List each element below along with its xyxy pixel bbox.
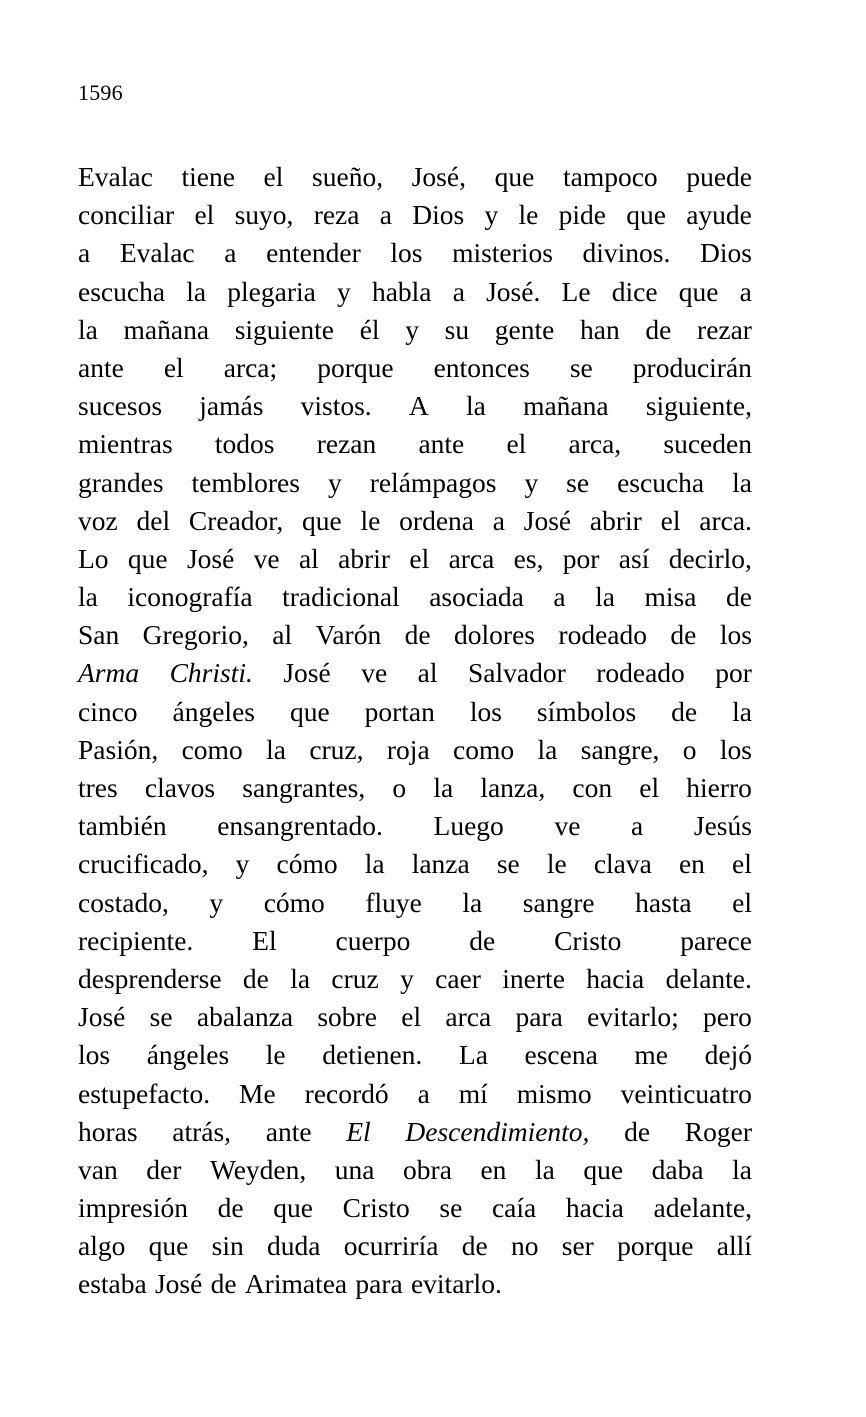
- text-line: [78, 349, 752, 387]
- text-word: José,: [411, 161, 466, 192]
- text-word: y: [327, 466, 342, 498]
- text-word: temblores: [191, 466, 300, 498]
- text-line: [78, 807, 752, 845]
- text-word: obra: [403, 1153, 452, 1185]
- text-word: ser: [561, 1230, 594, 1262]
- text-word: de: [670, 619, 697, 651]
- text-line: [78, 425, 752, 463]
- text-line: [78, 311, 752, 349]
- text-line: [78, 387, 752, 425]
- text-word: se: [149, 1001, 173, 1033]
- text-word: la: [595, 581, 615, 613]
- text-word: y: [235, 848, 250, 880]
- text-word: los: [78, 1039, 111, 1071]
- text-word: rezar: [697, 313, 752, 345]
- text-word: José: [154, 1268, 203, 1300]
- text-word: asociada: [429, 581, 524, 613]
- text-word: divinos.: [582, 237, 671, 269]
- text-word: suceden: [663, 428, 752, 460]
- text-word-italic: Christi.: [169, 657, 253, 689]
- text-word: así: [618, 542, 650, 574]
- text-word: la: [732, 1153, 752, 1185]
- text-word: que: [148, 1230, 189, 1262]
- text-word: costado,: [78, 886, 169, 918]
- text-word: entonces: [433, 351, 530, 383]
- text-word: y: [405, 313, 419, 345]
- text-line: [78, 464, 752, 502]
- text-word: de: [725, 581, 752, 613]
- text-word: portan: [364, 695, 435, 727]
- text-word: o: [392, 772, 407, 803]
- text-word: arca.: [699, 504, 752, 536]
- text-word: caía: [491, 1192, 537, 1224]
- text-word: cruz: [331, 962, 379, 994]
- text-word: una: [334, 1153, 375, 1185]
- text-word: Roger: [684, 1115, 752, 1147]
- text-line: [78, 234, 752, 272]
- page-number: 1596: [78, 80, 123, 105]
- text-word: él: [359, 313, 380, 345]
- text-word: Weyden,: [209, 1153, 307, 1185]
- text-word: José.: [486, 275, 541, 307]
- text-word: Evalac: [78, 161, 153, 192]
- text-word: Varón: [315, 619, 382, 651]
- text-word: tradicional: [282, 581, 400, 613]
- text-word: recipiente.: [78, 924, 194, 956]
- text-word: como: [453, 733, 515, 765]
- text-word: Pasión,: [78, 733, 159, 765]
- text-word: escena: [524, 1039, 598, 1071]
- text-word: caer: [435, 962, 481, 994]
- text-word: el: [409, 542, 430, 574]
- text-word: la: [266, 733, 286, 765]
- text-line: [78, 998, 752, 1036]
- text-line: [78, 769, 752, 807]
- text-word: arca: [445, 1001, 492, 1033]
- text-word: Lo: [78, 542, 109, 574]
- text-word: la: [186, 275, 207, 307]
- text-word: abrir: [589, 504, 642, 536]
- text-word: ante: [78, 351, 124, 383]
- text-word: A: [408, 390, 429, 422]
- text-line: [78, 1265, 752, 1303]
- text-word: El: [252, 924, 277, 956]
- text-word: rezan: [316, 428, 377, 460]
- text-word: ve: [253, 542, 280, 574]
- text-word: es,: [513, 542, 544, 574]
- text-line: [78, 1113, 752, 1151]
- text-word: le: [518, 199, 539, 231]
- text-word: de: [461, 1230, 488, 1262]
- text-word: al: [298, 542, 319, 574]
- text-word: a: [492, 504, 505, 536]
- text-word: veinticuatro: [620, 1077, 752, 1109]
- text-word: se: [569, 351, 593, 383]
- text-word: desprenderse: [78, 962, 222, 994]
- text-word: lanza,: [480, 772, 546, 803]
- text-word: José: [283, 657, 331, 689]
- text-word: a: [78, 237, 91, 269]
- text-word: pero: [703, 1001, 752, 1033]
- text-word: de: [210, 1268, 237, 1300]
- text-word: el: [163, 351, 184, 383]
- text-word: sueño,: [312, 161, 384, 192]
- text-word: cómo: [263, 886, 325, 918]
- text-word: abrir: [338, 542, 391, 574]
- text-word: la: [462, 886, 483, 918]
- text-word: a: [417, 1077, 430, 1109]
- text-word: le: [360, 504, 381, 536]
- text-word: vistos.: [300, 390, 372, 422]
- text-word: evitarlo;: [587, 1001, 679, 1033]
- text-word: mí: [458, 1077, 488, 1109]
- text-word: por: [562, 542, 600, 574]
- text-word: Evalac: [119, 237, 195, 269]
- text-word: hierro: [686, 772, 752, 803]
- text-word: clava: [593, 848, 652, 880]
- text-word: de: [671, 695, 698, 727]
- text-word: allí: [716, 1230, 752, 1262]
- text-line: [78, 884, 752, 922]
- text-word: a: [452, 275, 465, 307]
- text-word: gente: [494, 313, 555, 345]
- text-word: decirlo,: [668, 542, 752, 574]
- text-word: como: [181, 733, 243, 765]
- text-word: delante.: [665, 962, 752, 994]
- text-word-italic: Arma: [78, 657, 140, 689]
- text-word-italic: Descendimiento,: [405, 1115, 590, 1147]
- text-word: que: [127, 542, 168, 574]
- text-word: arca,: [568, 428, 622, 460]
- text-word: dejó: [704, 1039, 752, 1071]
- text-word: de: [242, 962, 269, 994]
- text-word: los: [719, 619, 752, 651]
- text-word: la: [732, 695, 752, 727]
- text-word: clavos: [144, 772, 216, 803]
- text-word: ante: [265, 1115, 312, 1147]
- text-word: abalanza: [196, 1001, 294, 1033]
- text-line: [78, 616, 752, 654]
- text-line: [78, 1036, 752, 1074]
- text-word: de: [624, 1115, 651, 1147]
- text-word: sobre: [317, 1001, 377, 1033]
- text-line: [78, 502, 752, 540]
- text-line: [78, 273, 752, 311]
- text-word: rodeado: [558, 619, 647, 651]
- text-word: José: [186, 542, 235, 574]
- text-line: [78, 922, 752, 960]
- text-line: [78, 1227, 752, 1265]
- text-word: y: [484, 199, 499, 231]
- text-word: Arimatea: [244, 1268, 348, 1300]
- text-word: La: [458, 1039, 488, 1071]
- text-word: fluye: [365, 886, 422, 918]
- text-word: misa: [644, 581, 697, 613]
- text-word: no: [510, 1230, 539, 1262]
- text-line: [78, 1189, 752, 1227]
- text-word: sangrantes,: [242, 772, 366, 803]
- text-word: arca;: [223, 351, 278, 383]
- text-word: la: [537, 733, 558, 765]
- text-word: en: [480, 1153, 507, 1185]
- text-word: relámpagos: [369, 466, 497, 498]
- text-word: o: [682, 733, 697, 765]
- body-paragraph: [78, 158, 752, 1304]
- text-word: adelante,: [653, 1192, 752, 1224]
- text-word: el: [263, 161, 284, 192]
- text-word: rodeado: [596, 657, 685, 689]
- text-word: ve: [554, 810, 581, 842]
- text-word: detienen.: [322, 1039, 423, 1071]
- text-word: sucesos: [78, 390, 163, 422]
- text-word: todos: [214, 428, 275, 460]
- text-word: la: [78, 313, 98, 345]
- text-word: también: [78, 810, 167, 842]
- text-word: ante: [418, 428, 465, 460]
- text-word: los: [469, 695, 502, 727]
- text-line: [78, 654, 752, 692]
- text-word: hacia: [586, 962, 645, 994]
- text-word: recordó: [304, 1077, 389, 1109]
- text-word: porque: [317, 351, 394, 383]
- text-word: impresión: [78, 1192, 188, 1224]
- text-word: el: [639, 772, 660, 803]
- text-word: Le: [561, 275, 591, 307]
- text-word: han: [580, 313, 620, 345]
- text-word: el: [660, 504, 681, 536]
- text-word: el: [732, 886, 752, 918]
- text-word: Luego: [433, 810, 504, 842]
- text-word: van: [78, 1153, 118, 1185]
- text-word: le: [265, 1039, 286, 1071]
- text-word: del: [136, 504, 171, 536]
- text-word: que: [289, 695, 330, 727]
- text-word: cruz,: [309, 733, 364, 765]
- text-word: al: [272, 619, 293, 651]
- text-word: al: [417, 657, 438, 689]
- text-word: para: [355, 1268, 403, 1300]
- text-word: grandes: [78, 466, 164, 498]
- text-word: cinco: [78, 695, 138, 727]
- text-word: el: [506, 428, 527, 460]
- text-word: estaba: [78, 1268, 147, 1300]
- text-word: sin: [211, 1230, 244, 1262]
- text-line: [78, 731, 752, 769]
- text-word: se: [496, 848, 520, 880]
- text-word: escucha: [78, 275, 166, 307]
- text-word: roja: [386, 733, 430, 765]
- text-word: por: [715, 657, 752, 689]
- text-word: Salvador: [467, 657, 566, 689]
- text-word: la: [534, 1153, 555, 1185]
- text-line: [78, 845, 752, 883]
- text-word: San: [78, 619, 120, 651]
- text-word: misterios: [452, 237, 553, 269]
- text-line: [78, 578, 752, 616]
- text-line: [78, 158, 752, 196]
- text-word: la: [290, 962, 311, 994]
- text-word: y: [209, 886, 224, 918]
- text-word: tampoco: [562, 161, 658, 192]
- text-line: [78, 693, 752, 731]
- text-word: inerte: [502, 962, 565, 994]
- text-word: suyo,: [234, 199, 294, 231]
- text-word: de: [469, 924, 496, 956]
- text-word: arca: [448, 542, 495, 574]
- text-word: pide: [558, 199, 606, 231]
- text-word: Dios: [699, 237, 752, 269]
- text-word: tres: [78, 772, 118, 803]
- text-word: José: [523, 504, 572, 536]
- text-word: iconografía: [127, 581, 253, 613]
- text-word: que: [678, 275, 719, 307]
- text-word: cuerpo: [335, 924, 411, 956]
- text-word: reza: [313, 199, 360, 231]
- text-word: escucha: [617, 466, 705, 498]
- text-line: [78, 1151, 752, 1189]
- text-word: a: [553, 581, 566, 613]
- text-word: crucificado,: [78, 848, 209, 880]
- text-word: que: [302, 504, 342, 536]
- text-word: entender: [266, 237, 361, 269]
- text-word: atrás,: [172, 1115, 232, 1147]
- text-word: porque: [617, 1230, 694, 1262]
- text-word-italic: El: [346, 1115, 371, 1147]
- text-word: der: [146, 1153, 182, 1185]
- text-word: los: [390, 237, 423, 269]
- text-word: José: [78, 1001, 126, 1033]
- text-word: evitarlo.: [410, 1268, 502, 1300]
- text-word: y: [400, 962, 414, 994]
- text-word: tiene: [181, 161, 235, 192]
- text-word: se: [566, 466, 590, 498]
- text-word: el: [194, 199, 215, 231]
- text-word: dolores: [454, 619, 535, 651]
- text-word: hacia: [565, 1192, 624, 1224]
- text-word: mañana: [523, 390, 609, 422]
- text-word: la: [364, 848, 385, 880]
- text-word: en: [678, 848, 705, 880]
- text-word: jamás: [199, 390, 264, 422]
- text-word: ángeles: [146, 1039, 230, 1071]
- text-word: que: [583, 1153, 624, 1185]
- text-word: cómo: [276, 848, 338, 880]
- text-word: sangre,: [580, 733, 660, 765]
- text-word: ángeles: [172, 695, 255, 727]
- text-line: [78, 960, 752, 998]
- text-word: el: [732, 848, 752, 880]
- text-word: duda: [267, 1230, 321, 1262]
- text-word: que: [626, 199, 666, 231]
- text-word: símbolos: [536, 695, 637, 727]
- text-word: a: [224, 237, 237, 269]
- text-word: ve: [361, 657, 388, 689]
- text-word: daba: [651, 1153, 704, 1185]
- text-word: plegaria: [227, 275, 316, 307]
- text-word: que: [273, 1192, 313, 1224]
- text-word: sangre: [522, 886, 595, 918]
- text-word: con: [572, 772, 613, 803]
- text-word: a: [379, 199, 392, 231]
- text-word: siguiente: [234, 313, 335, 345]
- text-word: la: [433, 772, 454, 803]
- text-word: estupefacto.: [78, 1077, 211, 1109]
- text-word: lanza: [411, 848, 470, 880]
- text-word: mientras: [78, 428, 173, 460]
- text-word: ocurriría: [343, 1230, 439, 1262]
- text-word: algo: [78, 1230, 126, 1262]
- text-word: para: [515, 1001, 563, 1033]
- text-word: y: [337, 275, 351, 307]
- text-word: a: [631, 810, 644, 842]
- text-word: habla: [371, 275, 432, 307]
- text-word: parece: [680, 924, 752, 956]
- text-word: Creador,: [188, 504, 284, 536]
- text-word: mañana: [123, 313, 210, 345]
- text-word: ordena: [399, 504, 474, 536]
- text-word: ensangrentado.: [217, 810, 383, 842]
- text-word: me: [634, 1039, 669, 1071]
- text-word: puede: [686, 161, 752, 192]
- text-line: [78, 1075, 752, 1113]
- text-line: [78, 540, 752, 578]
- text-word: voz: [78, 504, 118, 536]
- text-word: ayude: [686, 199, 752, 231]
- text-word: que: [494, 161, 535, 192]
- text-word: su: [444, 313, 470, 345]
- text-word: y: [524, 466, 539, 498]
- text-word: Cristo: [554, 924, 622, 956]
- text-word: Jesús: [693, 810, 752, 842]
- text-word: siguiente,: [645, 390, 752, 422]
- text-word: le: [546, 848, 567, 880]
- text-line: [78, 196, 752, 234]
- text-word: Cristo: [342, 1192, 410, 1224]
- text-word: los: [719, 733, 752, 765]
- text-word: se: [439, 1192, 463, 1224]
- text-word: Me: [239, 1077, 276, 1109]
- text-word: Dios: [412, 199, 465, 231]
- text-word: Gregorio,: [142, 619, 249, 651]
- text-word: de: [645, 313, 672, 345]
- text-word: a: [739, 275, 752, 307]
- text-word: la: [78, 581, 98, 613]
- text-word: de: [217, 1192, 244, 1224]
- text-word: producirán: [632, 351, 752, 383]
- text-word: mismo: [516, 1077, 592, 1109]
- text-word: dice: [611, 275, 658, 307]
- text-word: de: [404, 619, 431, 651]
- text-word: conciliar: [78, 199, 175, 231]
- text-word: la: [732, 466, 752, 498]
- text-word: el: [401, 1001, 422, 1033]
- text-word: horas: [78, 1115, 138, 1147]
- text-word: hasta: [635, 886, 692, 918]
- text-word: la: [466, 390, 486, 422]
